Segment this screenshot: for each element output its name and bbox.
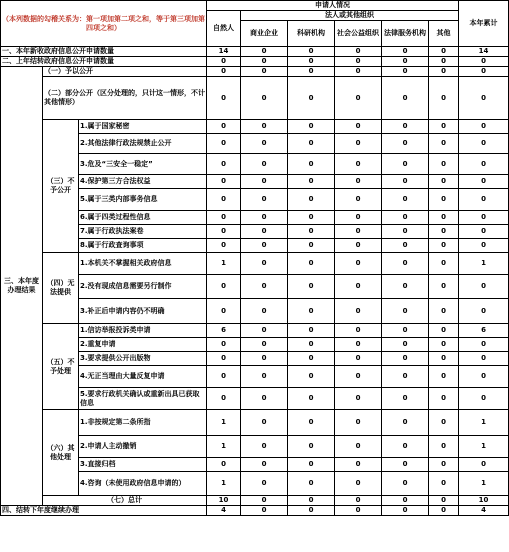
result-subitem-label: 4.保护第三方合法权益 <box>79 175 207 189</box>
result-subitem-value: 0 <box>241 154 288 175</box>
result-subitem-label: 3.直接归档 <box>79 458 207 472</box>
section-total-value: 0 <box>241 496 288 506</box>
result-subitem-value: 0 <box>382 239 429 253</box>
section-total-label: （七）总计 <box>43 496 207 506</box>
result-subitem-value: 0 <box>288 436 335 458</box>
commercial-enterprise-header: 商业企业 <box>241 21 288 47</box>
result-subitem-value: 0 <box>207 388 241 410</box>
result-subitem-value: 0 <box>288 175 335 189</box>
result-item-label: （一）予以公开 <box>43 67 207 77</box>
result-subitem-label: 2.申请人主动撤销 <box>79 436 207 458</box>
result-subitem-value: 0 <box>382 211 429 225</box>
result-subitem-value: 0 <box>382 324 429 338</box>
result-subitem-value: 0 <box>241 134 288 154</box>
legal-service-org-header: 法律服务机构 <box>382 21 429 47</box>
result-subitem-value: 0 <box>335 458 382 472</box>
result-subitem-value: 1 <box>207 253 241 275</box>
carryover-value: 0 <box>241 506 288 516</box>
carryover-value: 0 <box>335 506 382 516</box>
result-subitem-value: 0 <box>335 299 382 324</box>
section-total-value: 0 <box>288 496 335 506</box>
result-subitem-value: 0 <box>459 120 509 134</box>
result-group-label: （三）不予公开 <box>43 120 79 253</box>
row-value: 14 <box>459 47 509 57</box>
result-item-value: 0 <box>429 67 459 77</box>
section-total-value: 10 <box>459 496 509 506</box>
public-welfare-org-header: 社会公益组织 <box>335 21 382 47</box>
result-subitem-value: 0 <box>241 253 288 275</box>
result-subitem-value: 0 <box>459 175 509 189</box>
result-subitem-value: 0 <box>241 324 288 338</box>
result-subitem-label: 3.补正后申请内容仍不明确 <box>79 299 207 324</box>
result-subitem-value: 0 <box>429 134 459 154</box>
result-subitem-value: 0 <box>459 239 509 253</box>
result-subitem-label: 7.属于行政执法案卷 <box>79 225 207 239</box>
result-subitem-label: 1.信访举报投诉类申请 <box>79 324 207 338</box>
carryover-value: 0 <box>382 506 429 516</box>
result-subitem-value: 0 <box>459 338 509 352</box>
result-subitem-value: 0 <box>207 338 241 352</box>
result-subitem-value: 0 <box>459 366 509 388</box>
result-subitem-value: 0 <box>241 211 288 225</box>
result-subitem-value: 0 <box>429 239 459 253</box>
applicant-situation-header: 申请人情况 <box>207 1 459 11</box>
result-subitem-value: 0 <box>207 458 241 472</box>
result-subitem-value: 0 <box>335 324 382 338</box>
result-subitem-value: 1 <box>207 410 241 436</box>
result-subitem-value: 0 <box>241 472 288 496</box>
result-subitem-value: 0 <box>335 154 382 175</box>
result-group-label: （四）无法提供 <box>43 253 79 324</box>
carryover-value: 0 <box>288 506 335 516</box>
row-value: 0 <box>207 57 241 67</box>
result-subitem-value: 0 <box>207 154 241 175</box>
result-subitem-value: 0 <box>429 352 459 366</box>
result-subitem-label: 2.其他法律行政法规禁止公开 <box>79 134 207 154</box>
annual-total-header: 本年累计 <box>459 1 509 47</box>
result-subitem-value: 0 <box>382 410 429 436</box>
result-subitem-value: 0 <box>288 239 335 253</box>
result-subitem-value: 0 <box>382 154 429 175</box>
result-subitem-value: 0 <box>207 175 241 189</box>
result-subitem-value: 0 <box>459 211 509 225</box>
result-group-label: （六）其他处理 <box>43 410 79 496</box>
result-subitem-value: 0 <box>241 239 288 253</box>
result-item-value: 0 <box>429 77 459 120</box>
result-subitem-value: 1 <box>207 472 241 496</box>
row-value: 14 <box>207 47 241 57</box>
section-total-value: 10 <box>207 496 241 506</box>
result-subitem-value: 0 <box>288 458 335 472</box>
result-subitem-value: 0 <box>335 436 382 458</box>
other-org-header: 其他 <box>429 21 459 47</box>
result-item-value: 0 <box>288 77 335 120</box>
row-value: 0 <box>382 57 429 67</box>
result-subitem-value: 0 <box>288 253 335 275</box>
result-subitem-value: 0 <box>241 175 288 189</box>
result-subitem-value: 0 <box>288 352 335 366</box>
row-value: 0 <box>241 47 288 57</box>
result-subitem-value: 0 <box>335 338 382 352</box>
result-item-value: 0 <box>241 77 288 120</box>
row-value: 0 <box>288 47 335 57</box>
result-item-value: 0 <box>288 67 335 77</box>
result-subitem-value: 0 <box>382 388 429 410</box>
section-three-label: 三、本年度办理结果 <box>1 67 43 506</box>
section-total-value: 0 <box>429 496 459 506</box>
result-subitem-value: 0 <box>288 338 335 352</box>
result-subitem-value: 0 <box>207 299 241 324</box>
result-item-value: 0 <box>335 67 382 77</box>
result-subitem-value: 0 <box>241 120 288 134</box>
result-subitem-value: 0 <box>335 189 382 211</box>
result-subitem-value: 0 <box>207 211 241 225</box>
result-subitem-value: 0 <box>288 410 335 436</box>
result-subitem-label: 5.属于三类内部事务信息 <box>79 189 207 211</box>
result-subitem-value: 0 <box>429 324 459 338</box>
result-subitem-value: 0 <box>207 275 241 299</box>
row-value: 0 <box>335 47 382 57</box>
result-subitem-value: 0 <box>241 436 288 458</box>
result-subitem-value: 0 <box>459 388 509 410</box>
table-note: （本列数据的勾稽关系为：第一项加第二项之和，等于第三项加第四项之和） <box>1 1 207 47</box>
result-subitem-label: 2.重复申请 <box>79 338 207 352</box>
result-subitem-value: 0 <box>241 275 288 299</box>
result-subitem-value: 0 <box>335 472 382 496</box>
result-subitem-value: 0 <box>459 275 509 299</box>
result-subitem-value: 0 <box>429 388 459 410</box>
row-value: 0 <box>459 57 509 67</box>
result-subitem-value: 0 <box>207 239 241 253</box>
research-institution-header: 科研机构 <box>288 21 335 47</box>
result-subitem-value: 0 <box>382 134 429 154</box>
result-subitem-value: 6 <box>207 324 241 338</box>
result-subitem-value: 0 <box>382 253 429 275</box>
legal-group-header: 法人或其他组织 <box>241 11 459 21</box>
result-subitem-value: 0 <box>241 410 288 436</box>
result-subitem-value: 0 <box>382 225 429 239</box>
result-subitem-value: 0 <box>429 211 459 225</box>
result-subitem-value: 0 <box>459 225 509 239</box>
result-subitem-value: 0 <box>429 175 459 189</box>
result-subitem-value: 0 <box>207 189 241 211</box>
result-subitem-value: 0 <box>382 120 429 134</box>
carryover-value: 4 <box>207 506 241 516</box>
result-subitem-value: 0 <box>335 225 382 239</box>
result-subitem-value: 1 <box>459 253 509 275</box>
result-subitem-value: 0 <box>382 458 429 472</box>
result-subitem-value: 0 <box>288 189 335 211</box>
carryover-value: 0 <box>429 506 459 516</box>
result-subitem-label: 2.没有现成信息需要另行制作 <box>79 275 207 299</box>
result-subitem-label: 4.无正当理由大量反复申请 <box>79 366 207 388</box>
result-subitem-value: 0 <box>241 352 288 366</box>
result-subitem-value: 0 <box>429 338 459 352</box>
result-subitem-value: 0 <box>241 388 288 410</box>
row-value: 0 <box>335 57 382 67</box>
result-subitem-value: 0 <box>335 253 382 275</box>
result-subitem-value: 1 <box>459 472 509 496</box>
result-subitem-label: 1.非按规定第二条所指 <box>79 410 207 436</box>
result-subitem-value: 0 <box>459 458 509 472</box>
row-value: 0 <box>241 57 288 67</box>
row-value: 0 <box>288 57 335 67</box>
result-subitem-value: 0 <box>382 472 429 496</box>
result-subitem-label: 4.咨询（未使用政府信息申请的） <box>79 472 207 496</box>
carryover-value: 4 <box>459 506 509 516</box>
result-subitem-value: 0 <box>335 175 382 189</box>
result-subitem-value: 0 <box>288 388 335 410</box>
result-subitem-value: 0 <box>207 366 241 388</box>
result-subitem-value: 0 <box>335 120 382 134</box>
result-subitem-value: 6 <box>459 324 509 338</box>
result-subitem-value: 0 <box>382 299 429 324</box>
result-subitem-label: 8.属于行政查询事项 <box>79 239 207 253</box>
result-subitem-value: 0 <box>288 120 335 134</box>
result-subitem-value: 0 <box>459 134 509 154</box>
result-subitem-value: 0 <box>207 134 241 154</box>
result-item-value: 0 <box>382 67 429 77</box>
result-subitem-value: 0 <box>207 120 241 134</box>
result-subitem-value: 0 <box>241 458 288 472</box>
result-subitem-value: 0 <box>429 366 459 388</box>
result-subitem-value: 0 <box>429 410 459 436</box>
result-subitem-value: 0 <box>241 225 288 239</box>
result-subitem-label: 1.属于国家秘密 <box>79 120 207 134</box>
result-subitem-value: 1 <box>207 436 241 458</box>
result-subitem-value: 1 <box>459 436 509 458</box>
result-subitem-value: 0 <box>382 338 429 352</box>
result-subitem-value: 1 <box>459 410 509 436</box>
section-total-value: 0 <box>335 496 382 506</box>
result-subitem-value: 0 <box>288 134 335 154</box>
natural-person-header: 自然人 <box>207 11 241 47</box>
result-subitem-value: 0 <box>459 189 509 211</box>
result-subitem-value: 0 <box>207 352 241 366</box>
result-subitem-value: 0 <box>241 338 288 352</box>
row-value: 0 <box>429 47 459 57</box>
result-subitem-value: 0 <box>429 225 459 239</box>
result-subitem-value: 0 <box>288 472 335 496</box>
result-subitem-value: 0 <box>382 189 429 211</box>
result-group-label: （五）不予处理 <box>43 324 79 410</box>
result-subitem-value: 0 <box>429 299 459 324</box>
result-subitem-value: 0 <box>335 352 382 366</box>
result-subitem-value: 0 <box>382 366 429 388</box>
result-subitem-value: 0 <box>288 324 335 338</box>
result-item-value: 0 <box>207 77 241 120</box>
result-subitem-value: 0 <box>335 134 382 154</box>
result-subitem-value: 0 <box>429 275 459 299</box>
result-subitem-value: 0 <box>335 239 382 253</box>
result-subitem-value: 0 <box>335 410 382 436</box>
result-subitem-value: 0 <box>382 275 429 299</box>
result-subitem-value: 0 <box>429 189 459 211</box>
result-subitem-value: 0 <box>207 225 241 239</box>
result-subitem-value: 0 <box>288 366 335 388</box>
result-subitem-value: 0 <box>335 366 382 388</box>
result-subitem-label: 5.要求行政机关确认或重新出具已获取信息 <box>79 388 207 410</box>
row-value: 0 <box>429 57 459 67</box>
result-subitem-label: 3.危及“三安全一稳定” <box>79 154 207 175</box>
result-item-value: 0 <box>459 67 509 77</box>
result-subitem-label: 6.属于四类过程性信息 <box>79 211 207 225</box>
row-label: 二、上年结转政府信息公开申请数量 <box>1 57 207 67</box>
result-item-label: （二）部分公开（区分处理的，只计这一情形，不计其他情形） <box>43 77 207 120</box>
result-subitem-value: 0 <box>288 211 335 225</box>
result-subitem-value: 0 <box>429 472 459 496</box>
section-total-value: 0 <box>382 496 429 506</box>
result-item-value: 0 <box>241 67 288 77</box>
result-subitem-value: 0 <box>241 299 288 324</box>
result-item-value: 0 <box>382 77 429 120</box>
result-item-value: 0 <box>207 67 241 77</box>
carryover-label: 四、结转下年度继续办理 <box>1 506 207 516</box>
result-subitem-value: 0 <box>288 225 335 239</box>
result-subitem-value: 0 <box>429 436 459 458</box>
result-item-value: 0 <box>335 77 382 120</box>
row-value: 0 <box>382 47 429 57</box>
result-subitem-value: 0 <box>459 352 509 366</box>
result-subitem-value: 0 <box>429 458 459 472</box>
result-subitem-value: 0 <box>288 154 335 175</box>
result-subitem-value: 0 <box>382 436 429 458</box>
result-subitem-label: 3.要求提供公开出版物 <box>79 352 207 366</box>
result-subitem-value: 0 <box>429 154 459 175</box>
row-label: 一、本年新收政府信息公开申请数量 <box>1 47 207 57</box>
result-subitem-label: 1.本机关不掌握相关政府信息 <box>79 253 207 275</box>
result-subitem-value: 0 <box>382 352 429 366</box>
result-subitem-value: 0 <box>288 275 335 299</box>
result-subitem-value: 0 <box>459 154 509 175</box>
result-subitem-value: 0 <box>241 366 288 388</box>
result-item-value: 0 <box>459 77 509 120</box>
result-subitem-value: 0 <box>335 275 382 299</box>
result-subitem-value: 0 <box>429 120 459 134</box>
result-subitem-value: 0 <box>382 175 429 189</box>
result-subitem-value: 0 <box>335 211 382 225</box>
result-subitem-value: 0 <box>288 299 335 324</box>
result-subitem-value: 0 <box>241 189 288 211</box>
result-subitem-value: 0 <box>459 299 509 324</box>
result-subitem-value: 0 <box>335 388 382 410</box>
result-subitem-value: 0 <box>429 253 459 275</box>
